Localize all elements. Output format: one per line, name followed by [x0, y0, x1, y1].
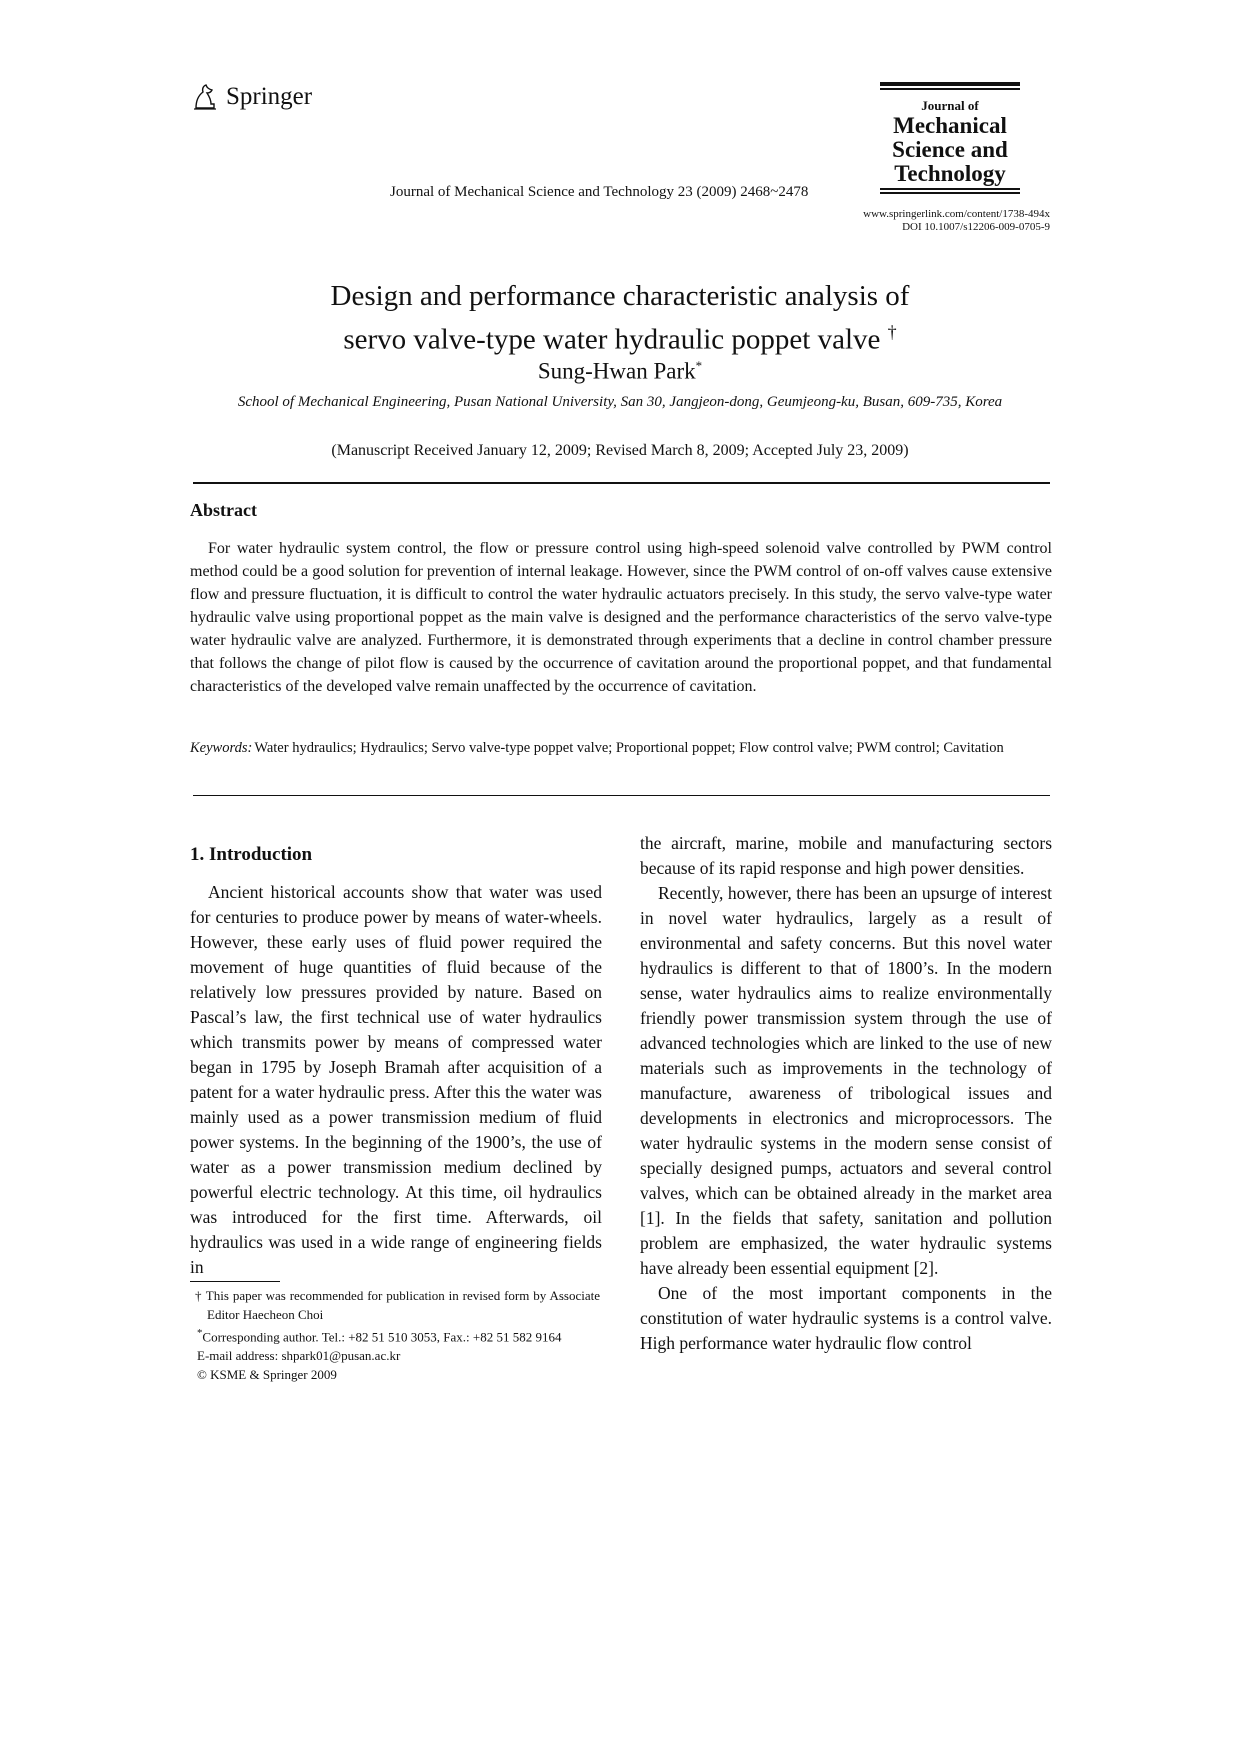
publisher-name: Springer: [226, 83, 313, 110]
affiliation: School of Mechanical Engineering, Pusan National University, San 30, Jangjeon-dong, Geumjeong-ku, Busan, 609-735, Korea: [237, 394, 1003, 410]
intro-paragraph-1-continued: the aircraft, marine, mobile and manufacturing sectors because of its rapid response and high power densities.: [640, 833, 1052, 878]
intro-paragraph-3: One of the most important components in the constitution of water hydraulic systems is a control valve. High performance water hydraulic flow control: [640, 1283, 1052, 1353]
footnote-corresponding: Corresponding author. Tel.: +82 51 510 3053, Fax.: +82 51 582 9164: [202, 1329, 562, 1345]
title-line-1: Design and performance characteristic analysis of: [330, 280, 910, 312]
paper-title: [0, 278, 1240, 358]
author-name: Sung-Hwan Park: [537, 358, 696, 384]
doi: DOI 10.1007/s12206-009-0705-9: [902, 221, 1050, 233]
left-column: [190, 880, 602, 1280]
right-column: [640, 831, 1052, 1356]
journal-box-line3: Technology: [894, 161, 1006, 186]
journal-box-bottom-rule: [880, 192, 1020, 194]
keywords-label: Keywords: [190, 740, 248, 756]
abstract-rule: [193, 795, 1050, 796]
manuscript-dates: (Manuscript Received January 12, 2009; Revised March 8, 2009; Accepted July 23, 2009): [331, 442, 909, 459]
publisher-logo: [190, 82, 312, 112]
abstract-text: For water hydraulic system control, the flow or pressure control using high-speed solenoid valve controlled by PWM control method could be a good solution for prevention of internal leakage. However, since the PWM control of on-off valves cause extensive flow and pressure fluctuation, it is difficult to control the water hydraulic actuators precisely. In this study, the servo valve-type water hydraulic valve using proportional poppet as the main valve is designed and the performance characteristics of the servo valve-type water hydraulic valve are analyzed. Furthermore, it is demonstrated through experiments that a decline in control chamber pressure that follows the change of pilot flow is caused by the occurrence of cavitation around the proportional poppet, and that fundamental characteristics of the developed valve remain unaffected by the occurrence of cavitation.: [190, 540, 1052, 695]
author: [0, 358, 1240, 385]
keywords: Keywords: Water hydraulics; Hydraulics; Servo valve-type poppet valve; Proportional poppet; Flow control valve; PWM control; Cavitation: [190, 740, 1004, 756]
header-rule: [193, 482, 1050, 484]
journal-url[interactable]: www.springerlink.com/content/1738-494x: [863, 208, 1050, 220]
footnote-copyright: © KSME & Springer 2009: [197, 1367, 337, 1383]
footnote-recommended: † This paper was recommended for publication in revised form by Associate Editor Haecheon Choi: [195, 1288, 600, 1322]
title-dagger: †: [887, 322, 897, 342]
footnotes: [195, 1286, 600, 1384]
springer-horse-icon: [190, 82, 220, 112]
intro-paragraph-1: Ancient historical accounts show that water was used for centuries to produce power by means of water-wheels. However, these early uses of fluid power required the movement of huge quantities of fluid because of the relatively low pressures provided by nature. Based on Pascal’s law, the first technical use of water hydraulics which transmits power by means of compressed water began in 1795 by Joseph Bramah after acquisition of a patent for a water hydraulic press. After this the water was mainly used as a power transmission medium of fluid power systems. In the beginning of the 1900’s, the use of water as a power transmission medium declined by powerful electric technology. At this time, oil hydraulics was introduced for the first time. Afterwards, oil hydraulics was used in a wide range of engineering fields in: [190, 882, 602, 1277]
journal-box-top-rule-thin: [880, 88, 1020, 90]
author-mark: *: [695, 358, 703, 373]
journal-urls: [800, 208, 1050, 234]
journal-box: [880, 82, 1020, 194]
footnote-rule: [190, 1281, 280, 1282]
journal-box-bottom-rule-thin: [880, 188, 1020, 190]
journal-box-line2: Science and: [892, 137, 1008, 162]
journal-box-small: Journal of: [921, 98, 979, 113]
intro-paragraph-2: Recently, however, there has been an upsurge of interest in novel water hydraulics, largely as a result of environmental and safety concerns. But this novel water hydraulics is different to that of 1800’s. In the modern sense, water hydraulics aims to realize environmentally friendly power transmission system through the use of advanced technologies which are linked to the use of new materials such as improvements in the technology of manufacture, awareness of tribological issues and developments in electronics and microprocessors. The water hydraulic systems in the modern sense consist of specially designed pumps, actuators and several control valves, which can be obtained already in the market area [1]. In the fields that safety, sanitation and pollution problem are emphasized, the water hydraulic systems have already been essential equipment [2].: [640, 883, 1052, 1278]
section-heading-introduction: 1. Introduction: [190, 844, 313, 865]
footnote-corresponding-mark: *: [197, 1327, 203, 1339]
abstract-heading: Abstract: [190, 500, 257, 520]
journal-box-line1: Mechanical: [893, 113, 1007, 138]
journal-citation: Journal of Mechanical Science and Technology 23 (2009) 2468~2478: [390, 184, 809, 200]
keywords-list: Water hydraulics; Hydraulics; Servo valve-type poppet valve; Proportional poppet; Flow control valve; PWM control; Cavitation: [254, 740, 1004, 756]
title-line-2: servo valve-type water hydraulic poppet valve: [343, 323, 881, 356]
footnote-email[interactable]: E-mail address: shpark01@pusan.ac.kr: [197, 1348, 401, 1364]
journal-box-top-rule: [880, 82, 1020, 86]
